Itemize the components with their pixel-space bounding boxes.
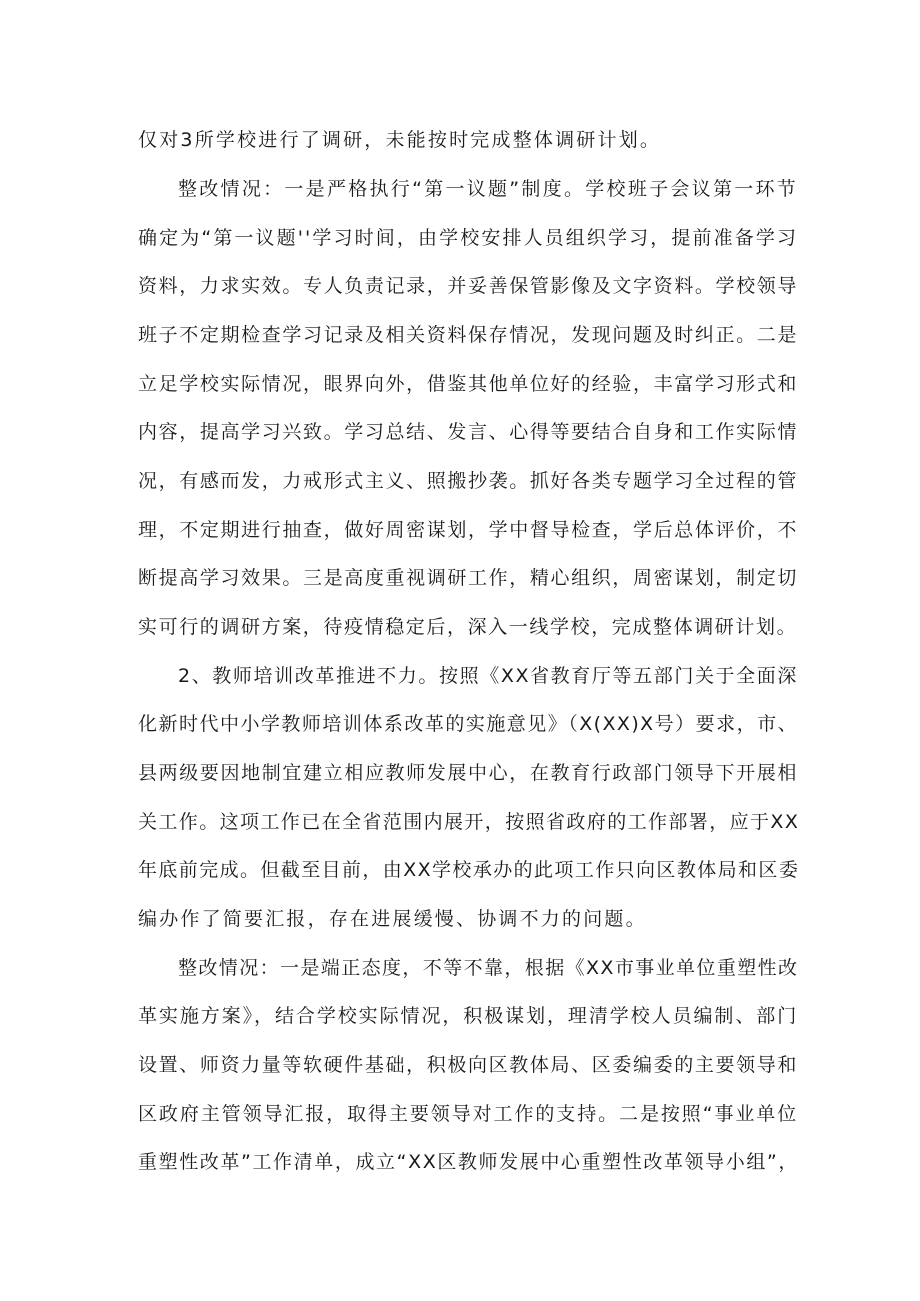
text-line: 资料，力求实效。专人负责记录，并妥善保管影像及文字资料。学校领导 [138,275,798,297]
text-line: 立足学校实际情况，眼界向外，借鉴其他单位好的经验，丰富学习形式和 [138,373,798,395]
text-line: 2、教师培训改革推进不力。按照《XX省教育厅等五部门关于全面深 [178,665,798,687]
text-line: 实可行的调研方案，待疫情稳定后，深入一线学校，完成整体调研计划。 [138,616,798,638]
text-line: 内容，提高学习兴致。学习总结、发言、心得等要结合自身和工作实际情 [138,421,798,443]
text-line: 仅对3所学校进行了调研，未能按时完成整体调研计划。 [138,129,662,151]
text-line: 理，不定期进行抽查，做好周密谋划，学中督导检查，学后总体评价，不 [138,519,798,541]
text-line: 编办作了简要汇报，存在进展缓慢、协调不力的问题。 [138,908,647,930]
text-line: 整改情况：一是严格执行“第一议题”制度。学校班子会议第一环节 [178,178,798,200]
text-line: 整改情况：一是端正态度，不等不靠，根据《XX市事业单位重塑性改 [178,957,799,979]
text-line: 化新时代中小学教师培训体系改革的实施意见》（X(XX)X号）要求，市、 [138,713,798,735]
text-line: 革实施方案》，结合学校实际情况，积极谋划，理清学校人员编制、部门 [138,1005,798,1027]
text-line: 县两级要因地制宜建立相应教师发展中心，在教育行政部门领导下开展相 [138,762,798,784]
text-line: 年底前完成。但截至目前，由XX学校承办的此项工作只向区教体局和区委 [138,859,800,881]
text-line: 班子不定期检查学习记录及相关资料保存情况，发现问题及时纠正。二是 [138,324,798,346]
text-line: 重塑性改革”工作清单，成立“XX区教师发展中心重塑性改革领导小组”， [138,1151,799,1173]
text-line: 设置、师资力量等软硬件基础，积极向区教体局、区委编委的主要领导和 [138,1054,798,1076]
text-line: 确定为“第一议题''学习时间，由学校安排人员组织学习，提前准备学习 [138,227,798,249]
text-line: 断提高学习效果。三是高度重视调研工作，精心组织，周密谋划，制定切 [138,567,798,589]
text-line: 况，有感而发，力戒形式主义、照搬抄袭。抓好各类专题学习全过程的管 [138,470,798,492]
text-line: 关工作。这项工作已在全省范围内展开，按照省政府的工作部署，应于XX [138,811,800,833]
text-line: 区政府主管领导汇报，取得主要领导对工作的支持。二是按照“事业单位 [138,1103,798,1125]
